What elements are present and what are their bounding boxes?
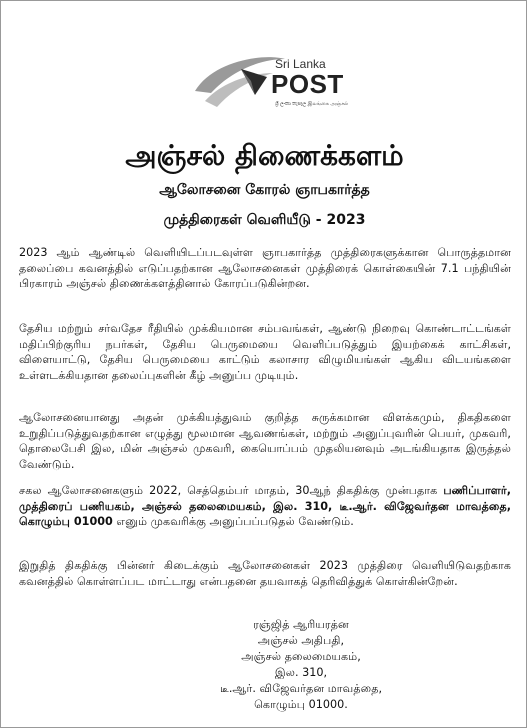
- paragraph-requirements: ஆலோசனையானது அதன் முக்கியத்துவம் குறித்த சுருக்கமான விளக்கமும், திகதிகளை உறுதிப்படுத்துவதற்கான எழுத்து மூலமான ஆவணங்கள், மற்றும் அனுப்புவரின் பெயர், முகவரி, தொலைபேசி இல, மின் அஞ்சல் முகவரி, கையொப்பம் முதலியனவும் அடங்கியதாக இருத்தல் வேண்டும்.: [19, 411, 511, 471]
- paragraph-topics: தேசிய மற்றும் சர்வதேச ரீதியில் முக்கியமான சம்பவங்கள், ஆண்டு நிறைவு கொண்டாட்டங்கள் மதிப்பிற்குரிய நபர்கள், தேசிய பெருமையை வெளிப்படுத்தும் இயற்கைக் காட்சிகள், விளையாட்டு, தேசிய பெருமையை காட்டும் கலாசார விழுமியங்கள் ஆகிய விடயங்களை உள்ளடக்கியதான தலைப்புகளின் கீழ் அனுப்ப முடியும்.: [19, 322, 511, 382]
- logo-brand-text: Sri Lanka: [275, 57, 326, 71]
- logo-post-text: POST: [271, 69, 344, 99]
- signatory-address-city: கொழும்பு 01000.: [254, 698, 348, 711]
- submission-text-end: எனும் முகவரிக்கு அனுப்பப்படுதல் வேண்டும்.: [112, 515, 354, 529]
- paragraph-intro: 2023 ஆம் ஆண்டில் வெளியிடப்படவுள்ள ஞாபகார்த்த முத்திரைகளுக்கான பொருத்தமான தலைப்பை கவனத்தில் எடுப்பதற்கான ஆலோசனைகள் முத்திரைக் கொள்கையின் 7.1 பந்தியின் பிரகாரம் அஞ்சல் திணைக்களத்தினால் கோரப்படுகின்றன.: [19, 246, 511, 291]
- signatory-address-street: டீ.ஆர். விஜேவர்தன மாவத்தை,: [219, 682, 383, 695]
- signatory-name: ரஞ்ஜித் ஆரியரத்ன: [253, 618, 349, 631]
- paragraph-submission: [19, 483, 511, 530]
- logo-tagline: ශ්‍රී ලංකා තැපෑල இலங்கை அஞ்சல்: [275, 101, 349, 107]
- submission-address: பணிப்பாளர், முத்திரைப் பணியகம், அஞ்சல் தலைமையகம், இல. 310, டீ.ஆர். விஜேவர்தன மாவத்தை, கொழும்பு 01000: [19, 484, 511, 529]
- signatory-address-no: இல. 310,: [274, 666, 328, 679]
- paragraph-deadline-note: இறுதித் திகதிக்கு பின்னர் கிடைக்கும் ஆலோசனைகள் 2023 முத்திரை வெளியிடுவதற்காக கவனத்தில் கொள்ளப்பட மாட்டாது என்பதனை தயவாகத் தெரிவித்துக் கொள்கின்றேன்.: [19, 559, 511, 588]
- notice-subtitle-2: முத்திரைகள் வெளியீடு - 2023: [163, 212, 366, 228]
- signature-block: [151, 617, 451, 713]
- signatory-org: அஞ்சல் தலைமையகம்,: [241, 650, 361, 663]
- submission-text-start: சகல ஆலோசனைகளும் 2022, செத்தெம்பர் மாதம், 30ஆந் திகதிக்கு முன்பதாக: [19, 484, 444, 497]
- signatory-title: அஞ்சல் அதிபதி,: [257, 634, 345, 647]
- department-title: அஞ்சல் திணைக்களம்: [125, 139, 404, 172]
- sri-lanka-post-logo: [193, 51, 349, 121]
- notice-subtitle-1: ஆலோசனை கோரல் ஞாபகார்த்த: [159, 182, 370, 198]
